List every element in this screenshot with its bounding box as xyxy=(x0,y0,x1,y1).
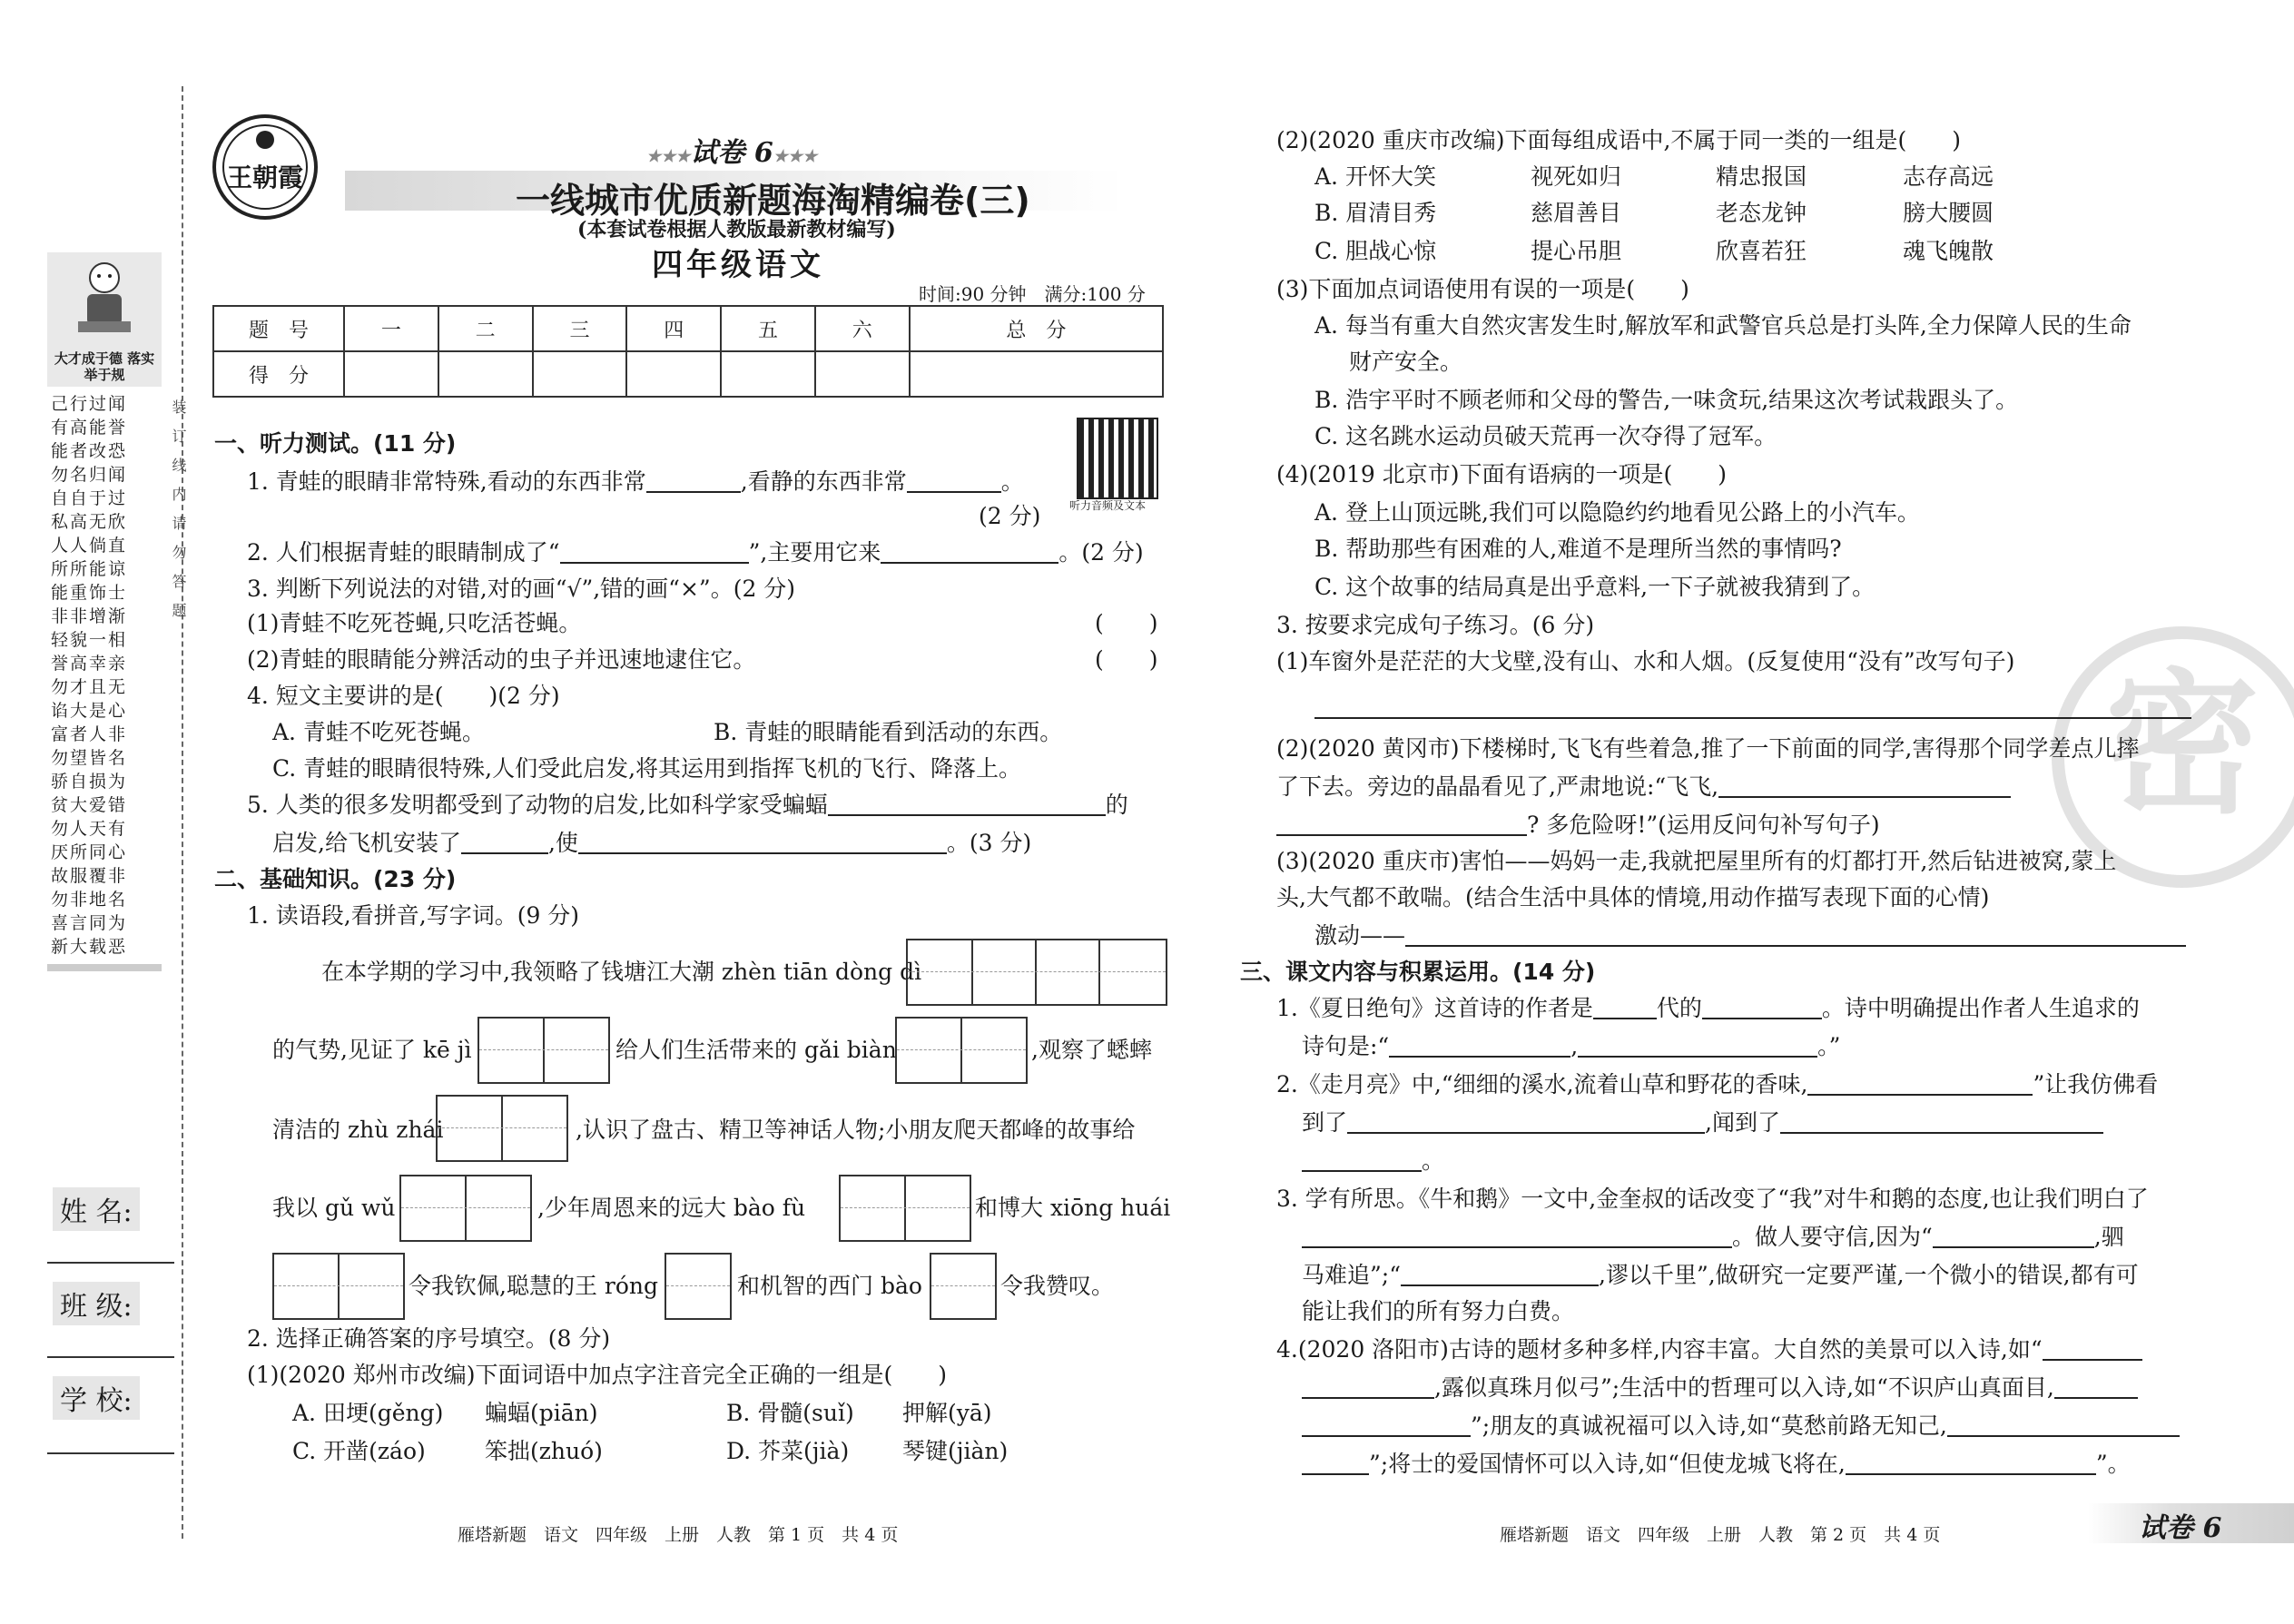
answer-blank[interactable] xyxy=(1578,1034,1817,1058)
char-grid-2[interactable] xyxy=(895,1017,1028,1084)
s3-q4-cont3: ”;将士的爱国情怀可以入诗,如“但使龙城飞将在, ”。 xyxy=(1302,1449,2131,1480)
p2-q3-c[interactable]: C. 这名跳水运动员破天荒再一次夺得了冠军。 xyxy=(1314,423,1777,449)
qr-code[interactable] xyxy=(1077,418,1158,499)
section-3-heading: 三、课文内容与积累运用。(14 分) xyxy=(1240,959,1596,985)
pinyin-line-4b: ,少年周恩来的远大 bào fù xyxy=(537,1195,806,1221)
score-input[interactable] xyxy=(626,351,721,397)
score-header-cell: 三 xyxy=(533,306,627,351)
answer-blank[interactable] xyxy=(646,469,741,493)
answer-blank[interactable] xyxy=(1846,1452,2096,1475)
s3-q3-cont: 。做人要守信,因为“ ,驷 xyxy=(1302,1222,2124,1253)
paper-number: ★★★试卷 6★★★ xyxy=(646,137,818,169)
char-grid-2[interactable] xyxy=(272,1253,405,1320)
s3-q3-cont3: 能让我们的所有努力白费。 xyxy=(1302,1298,1575,1324)
exam-subtitle: (本套试卷根据人教版最新教材编写) xyxy=(577,218,896,241)
p2-q4-a[interactable]: A. 登上山顶远眺,我们可以隐隐约约地看见公路上的小汽车。 xyxy=(1314,499,1920,526)
score-header-cell: 题 号 xyxy=(213,306,344,351)
char-grid-2[interactable] xyxy=(839,1175,971,1242)
idiom-b3: 老态龙钟 xyxy=(1716,200,1807,226)
class-label: 班 级: xyxy=(53,1282,140,1325)
q2-2-1-c2: 笨拙(zhuó) xyxy=(485,1438,603,1464)
logo-text: 王朝霞 xyxy=(226,162,303,192)
s3-q3: 3. 学有所思。《牛和鹅》一文中,金奎叔的话改变了“我”对牛和鹅的态度,也让我们明白了 xyxy=(1276,1186,2149,1212)
answer-blank[interactable] xyxy=(1401,1263,1599,1286)
s3-q4: 4.(2020 洛阳市)古诗的题材多种多样,内容丰富。大自然的美景可以入诗,如“ xyxy=(1276,1334,2142,1365)
page-2-footer: 雁塔新题 语文 四年级 上册 人教 第 2 页 共 4 页 xyxy=(1500,1525,1941,1545)
q1-2: 2. 人们根据青蛙的眼睛制成了“ ”,主要用它来 。(2 分) xyxy=(247,539,1144,566)
char-grid-1[interactable] xyxy=(665,1253,732,1320)
answer-blank[interactable] xyxy=(461,831,548,854)
answer-blank[interactable] xyxy=(907,469,1001,493)
score-header-cell: 五 xyxy=(721,306,815,351)
score-header-cell: 总 分 xyxy=(910,306,1163,351)
s3-q2-cont: 到了 ,闻到了 xyxy=(1302,1107,2103,1138)
answer-blank[interactable] xyxy=(1405,923,2186,947)
qr-caption: 听力音频及文本 xyxy=(1069,499,1147,512)
idiom-c3: 欣喜若狂 xyxy=(1716,238,1807,264)
answer-blank[interactable] xyxy=(1302,1375,1434,1399)
score-input[interactable] xyxy=(438,351,533,397)
score-input[interactable] xyxy=(721,351,815,397)
answer-blank[interactable] xyxy=(1302,1148,1422,1172)
idiom-b1[interactable]: B. 眉清目秀 xyxy=(1314,200,1437,226)
answer-line[interactable] xyxy=(1314,717,2191,719)
idiom-a2: 视死如归 xyxy=(1531,163,1622,190)
answer-blank[interactable] xyxy=(578,831,947,854)
sidebar-motto-box xyxy=(47,252,162,387)
q1-3-1: (1)青蛙不吃死苍蝇,只吃活苍蝇。 xyxy=(247,610,582,636)
idiom-a4: 志存高远 xyxy=(1903,163,1994,190)
binding-dashed-line xyxy=(182,86,183,1539)
page-1-footer: 雁塔新题 语文 四年级 上册 人教 第 1 页 共 4 页 xyxy=(458,1525,899,1545)
q2-2-1-b2: 押解(yā) xyxy=(902,1400,992,1426)
sidebar-motto-columns: 己行过闻 有高能誉 能者改恐 勿名归闻 自自于过 私高无欣 人人倘直 所所能谅 能重饰士 非非增渐 轻貌一相 誉高幸亲 勿才且无 谄大是心 富者人非 勿望皆名 骄自损为 贫大爱错 勿人天有 厌所同心 故服覆非 勿非地名 喜言同为 新大载恶 xyxy=(51,394,128,957)
answer-blank[interactable] xyxy=(1933,1225,2094,1248)
exam-title: 一线城市优质新题海淘精编卷(三) xyxy=(516,181,1030,221)
idiom-a3: 精忠报国 xyxy=(1716,163,1807,190)
sidebar-bottom-bar xyxy=(47,964,162,971)
school-label: 学 校: xyxy=(53,1376,140,1420)
answer-blank[interactable] xyxy=(2054,1375,2138,1399)
sidebar-motto-top: 大才成于德 落实举于规 xyxy=(54,350,155,383)
idiom-c2: 提心吊胆 xyxy=(1531,238,1622,264)
p2-q5-2b: 了下去。旁边的晶晶看见了,严肃地说:“飞飞, xyxy=(1276,772,2011,802)
idiom-b2: 慈眉善目 xyxy=(1531,200,1622,226)
s3-q2-cont2: 。 xyxy=(1302,1146,1444,1176)
pinyin-line-5a: 令我钦佩,聪慧的王 róng xyxy=(409,1273,659,1299)
s3-q2: 2.《走月亮》中,“细细的溪水,流着山草和野花的香味, ”让我仿佛看 xyxy=(1276,1071,2159,1097)
score-input[interactable] xyxy=(533,351,627,397)
p2-q5-1: (1)车窗外是茫茫的大戈壁,没有山、水和人烟。(反复使用“没有”改写句子) xyxy=(1276,648,2015,674)
p2-q3-a[interactable]: A. 每当有重大自然灾害发生时,解放军和武警官兵总是打头阵,全力保障人民的生命 xyxy=(1314,312,2132,339)
score-header-cell: 六 xyxy=(815,306,910,351)
p2-q4-c[interactable]: C. 这个故事的结局真是出乎意料,一下子就被我猜到了。 xyxy=(1314,574,1876,600)
answer-paren[interactable]: ( ) xyxy=(1095,646,1158,673)
answer-blank[interactable] xyxy=(1718,774,2011,798)
q2-2-1: (1)(2020 郑州市改编)下面词语中加点字注音完全正确的一组是( ) xyxy=(247,1362,947,1388)
answer-blank[interactable] xyxy=(1302,1452,1369,1475)
pinyin-line-3b: ,认识了盘古、精卫等神话人物;小朋友爬天都峰的故事给 xyxy=(576,1117,1136,1143)
p2-q5: 3. 按要求完成句子练习。(6 分) xyxy=(1276,612,1595,638)
score-table xyxy=(212,305,1164,398)
q1-5-cont: 启发,给飞机安装了 ,使 。(3 分) xyxy=(272,830,1032,856)
seal-stamp: 密 xyxy=(2052,626,2294,888)
p2-q3-b[interactable]: B. 浩宇平时不顾老师和父母的警告,一味贪玩,结果这次考试栽跟头了。 xyxy=(1314,387,2019,413)
binding-text: 装 订 线 内 请 勿 答 题 xyxy=(170,399,187,617)
pinyin-line-2b: 给人们生活带来的 gǎi biàn xyxy=(615,1037,897,1063)
s3-q4-cont2: ”;朋友的真诚祝福可以入诗,如“莫愁前路无知己, xyxy=(1302,1411,2180,1442)
section-1-heading: 一、听力测试。(11 分) xyxy=(214,430,457,457)
answer-blank[interactable] xyxy=(560,540,749,564)
char-grid-4[interactable] xyxy=(906,939,1167,1006)
p2-q4-b[interactable]: B. 帮助那些有困难的人,难道不是理所当然的事情吗? xyxy=(1314,536,1842,562)
answer-blank[interactable] xyxy=(828,792,1106,816)
char-grid-1[interactable] xyxy=(930,1253,997,1320)
school-field[interactable] xyxy=(47,1452,174,1454)
s3-q4-cont: ,露似真珠月似弓”;生活中的哲理可以入诗,如“不识庐山真面目, xyxy=(1302,1373,2138,1403)
score-input[interactable] xyxy=(815,351,910,397)
score-input[interactable] xyxy=(910,351,1163,397)
logo-emblem xyxy=(211,113,320,221)
corner-label: 试卷 6 xyxy=(2139,1512,2222,1544)
pinyin-line-5b: 和机智的西门 bào xyxy=(737,1273,922,1299)
pinyin-line-4a: 我以 gǔ wǔ xyxy=(272,1195,396,1221)
q1-4: 4. 短文主要讲的是( )(2 分) xyxy=(247,683,560,709)
idiom-b4: 膀大腰圆 xyxy=(1903,200,1994,226)
s3-q1: 1.《夏日绝句》这首诗的作者是 代的 。诗中明确提出作者人生追求的 xyxy=(1276,995,2140,1021)
char-grid-2[interactable] xyxy=(478,1017,610,1084)
score-header-cell: 四 xyxy=(626,306,721,351)
pinyin-line-4c: 和博大 xiōng huái xyxy=(975,1195,1171,1221)
pinyin-line-5c: 令我赞叹。 xyxy=(1000,1273,1115,1299)
q2-2-1-b1[interactable]: B. 骨髓(suǐ) xyxy=(726,1400,854,1426)
mascot-figure xyxy=(74,258,134,349)
score-row-label: 得 分 xyxy=(213,351,344,397)
q2-1: 1. 读语段,看拼音,写字词。(9 分) xyxy=(247,902,580,929)
pinyin-line-2c: ,观察了蟋蟀 xyxy=(1031,1037,1152,1063)
answer-blank[interactable] xyxy=(1593,996,1657,1019)
p2-q4: (4)(2019 北京市)下面有语病的一项是( ) xyxy=(1276,461,1727,487)
answer-blank[interactable] xyxy=(1302,1225,1732,1248)
p2-q5-3c: 激动—— xyxy=(1314,920,2186,951)
idiom-c4: 魂飞魄散 xyxy=(1903,238,1994,264)
q2-2-1-d1[interactable]: D. 芥菜(jià) xyxy=(726,1438,850,1464)
p2-q3: (3)下面加点词语使用有误的一项是( ) xyxy=(1276,276,1689,302)
q1-3-2: (2)青蛙的眼睛能分辨活动的虫子并迅速地逮住它。 xyxy=(247,646,756,673)
score-input[interactable] xyxy=(344,351,438,397)
char-grid-2[interactable] xyxy=(436,1095,568,1162)
char-grid-2[interactable] xyxy=(399,1175,532,1242)
q2-2-1-a2: 蝙蝠(piān) xyxy=(485,1400,598,1426)
q2-2-1-a1[interactable]: A. 田埂(gěng) xyxy=(292,1400,444,1426)
q1-5: 5. 人类的很多发明都受到了动物的启发,比如科学家受蝙蝠 的 xyxy=(247,792,1128,818)
q1-4-option-c[interactable]: C. 青蛙的眼睛很特殊,人们受此启发,将其运用到指挥飞机的飞行、降落上。 xyxy=(272,755,1022,782)
pinyin-line-2a: 的气势,见证了 kē jì xyxy=(272,1037,472,1063)
answer-blank[interactable] xyxy=(1780,1110,2103,1134)
time-score: 时间:90 分钟 满分:100 分 xyxy=(919,283,1146,305)
answer-blank[interactable] xyxy=(1302,1413,1471,1437)
q2-2: 2. 选择正确答案的序号填空。(8 分) xyxy=(247,1325,611,1352)
p2-q3-a-cont: 财产安全。 xyxy=(1349,349,1463,375)
q1-1-score: (2 分) xyxy=(979,503,1041,529)
answer-blank[interactable] xyxy=(1807,1072,2033,1096)
section-2-heading: 二、基础知识。(23 分) xyxy=(214,866,457,892)
score-header-cell: 一 xyxy=(344,306,438,351)
pinyin-line-3a: 清洁的 zhù zhái xyxy=(272,1117,444,1143)
answer-paren[interactable]: ( ) xyxy=(1095,610,1158,636)
s3-q3-cont2: 马难追”;“ ,谬以千里”,做研究一定要严谨,一个微小的错误,都有可 xyxy=(1302,1262,2139,1288)
q1-1: 1. 青蛙的眼睛非常特殊,看动的东西非常 ,看静的东西非常 。 xyxy=(247,468,1024,495)
class-field[interactable] xyxy=(47,1356,174,1358)
answer-blank[interactable] xyxy=(1347,1110,1705,1134)
p2-q5-2a: (2)(2020 黄冈市)下楼梯时,飞飞有些着急,推了一下前面的同学,害得那个同学差点儿摔 xyxy=(1276,735,2140,762)
score-header-cell: 二 xyxy=(438,306,533,351)
q2-2-1-c1[interactable]: C. 开凿(záo) xyxy=(292,1438,426,1464)
answer-blank[interactable] xyxy=(2043,1337,2142,1361)
q1-4-option-b[interactable]: B. 青蛙的眼睛能看到活动的东西。 xyxy=(714,719,1063,745)
answer-blank[interactable] xyxy=(1276,812,1527,836)
answer-blank[interactable] xyxy=(1389,1034,1570,1058)
q1-4-option-a[interactable]: A. 青蛙不吃死苍蝇。 xyxy=(272,719,485,745)
answer-blank[interactable] xyxy=(1702,996,1822,1019)
grade-subject: 四年级语文 xyxy=(652,247,824,283)
s3-q1-cont: 诗句是:“ , 。” xyxy=(1302,1033,1841,1059)
name-label: 姓 名: xyxy=(53,1187,140,1231)
pinyin-line-1: 在本学期的学习中,我领略了钱塘江大潮 zhèn tiān dòng dì xyxy=(321,959,922,985)
answer-blank[interactable] xyxy=(1947,1413,2180,1437)
q2-2-1-d2: 琴键(jiàn) xyxy=(902,1438,1009,1464)
p2-q5-3a: (3)(2020 重庆市)害怕——妈妈一走,我就把屋里所有的灯都打开,然后钻进被窝,蒙上 xyxy=(1276,848,2117,874)
p2-q2: (2)(2020 重庆市改编)下面每组成语中,不属于同一类的一组是( ) xyxy=(1276,127,1961,153)
q1-3: 3. 判断下列说法的对错,对的画“√”,错的画“×”。(2 分) xyxy=(247,576,796,602)
answer-blank[interactable] xyxy=(881,540,1058,564)
p2-q5-3b: 头,大气都不敢喘。(结合生活中具体的情境,用动作描写表现下面的心情) xyxy=(1276,884,1990,910)
name-field[interactable] xyxy=(47,1262,174,1264)
idiom-a1[interactable]: A. 开怀大笑 xyxy=(1314,163,1436,190)
idiom-c1[interactable]: C. 胆战心惊 xyxy=(1314,238,1437,264)
p2-q5-2c: ? 多危险呀!”(运用反问句补写句子) xyxy=(1276,810,1880,841)
